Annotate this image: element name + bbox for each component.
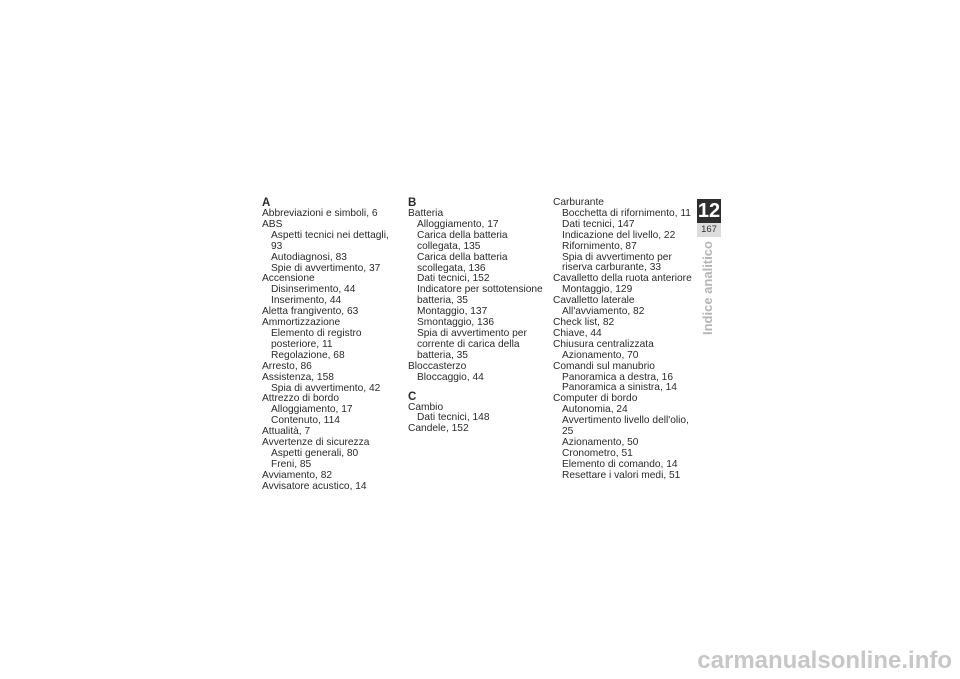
index-entry: Chiusura centralizzata xyxy=(553,338,654,350)
index-entry: ABS xyxy=(262,218,283,230)
index-subentry: Bloccaggio, 44 xyxy=(417,371,484,383)
index-entry: Computer di bordo xyxy=(553,393,638,405)
index-subentry: Contenuto, 114 xyxy=(271,415,340,427)
index-subentry: Carica della batteria scollegata, 136 xyxy=(417,251,508,274)
index-column-3 xyxy=(553,198,693,482)
index-subentry: Montaggio, 137 xyxy=(417,306,488,318)
index-subentry: Inserimento, 44 xyxy=(271,295,342,307)
index-entry: Attualità, 7 xyxy=(262,426,311,438)
index-subentry: Autonomia, 24 xyxy=(562,404,628,416)
index-entry: Cavalletto della ruota anteriore xyxy=(553,273,692,285)
index-subentry: Montaggio, 129 xyxy=(562,284,633,296)
index-column-1 xyxy=(262,198,402,493)
index-subentry: Dati tecnici, 152 xyxy=(417,273,490,285)
index-subentry: Azionamento, 70 xyxy=(562,349,639,361)
index-subentry: Bocchetta di rifornimento, 11 xyxy=(562,207,691,219)
index-subentry: Azionamento, 50 xyxy=(562,436,639,448)
index-entry: Chiave, 44 xyxy=(553,327,602,339)
index-subentry: Elemento di registro posteriore, 11 xyxy=(271,327,362,350)
index-subentry: Carica della batteria collegata, 135 xyxy=(417,229,508,252)
index-subentry: Autodiagnosi, 83 xyxy=(271,251,347,263)
index-entry: Abbreviazioni e simboli, 6 xyxy=(262,208,378,219)
index-subentry: Indicazione del livello, 22 xyxy=(562,229,676,241)
index-entry: Attrezzo di bordo xyxy=(262,393,340,405)
index-subentry: Spie di avvertimento, 37 xyxy=(271,262,381,274)
index-subentry: Spia di avvertimento per riserva carburante, 33 xyxy=(562,251,672,274)
page-number: 167 xyxy=(701,224,717,235)
index-column-2 xyxy=(408,198,548,435)
index-entry: Batteria xyxy=(408,208,444,219)
index-letter: C xyxy=(408,390,417,403)
index-subentry: Resettare i valori medi, 51 xyxy=(562,469,681,481)
index-subentry: Cronometro, 51 xyxy=(562,447,633,459)
index-subentry: Panoramica a sinistra, 14 xyxy=(562,382,677,394)
index-entry: Arresto, 86 xyxy=(262,360,312,372)
index-subentry: Smontaggio, 136 xyxy=(417,317,495,329)
index-subentry: Regolazione, 68 xyxy=(271,349,345,361)
watermark: carmanualsonline.info xyxy=(697,647,952,674)
index-entry: Check list, 82 xyxy=(553,316,615,328)
index-subentry: Freni, 85 xyxy=(271,458,312,470)
index-entry: Avvisatore acustico, 14 xyxy=(262,480,367,492)
index-subentry: Aspetti generali, 80 xyxy=(271,447,359,459)
index-subentry: Avvertimento livello dell'olio, 25 xyxy=(562,415,689,438)
index-entry: Avviamento, 82 xyxy=(262,469,333,481)
index-subentry: Aspetti tecnici nei dettagli, 93 xyxy=(271,229,389,252)
index-entry: Assistenza, 158 xyxy=(262,371,334,383)
index-subentry: Dati tecnici, 148 xyxy=(417,412,490,424)
index-entry: Cambio xyxy=(408,401,444,413)
index-subentry: Indicatore per sottotensione batteria, 35 xyxy=(417,284,543,307)
chapter-number: 12 xyxy=(697,200,721,222)
index-subentry: Disinserimento, 44 xyxy=(271,284,356,296)
index-entry: Carburante xyxy=(553,197,604,208)
index-subentry: Rifornimento, 87 xyxy=(562,240,637,252)
chapter-title: Indice analitico xyxy=(700,241,715,335)
index-subentry: Panoramica a destra, 16 xyxy=(562,371,673,383)
index-subentry: Spia di avvertimento, 42 xyxy=(271,382,381,394)
index-entry: Candele, 152 xyxy=(408,423,469,435)
index-subentry: Spia di avvertimento per corrente di carica della batteria, 35 xyxy=(417,327,527,361)
index-subentry: All'avviamento, 82 xyxy=(562,306,645,318)
index-subentry: Elemento di comando, 14 xyxy=(562,458,678,470)
index-entry: Accensione xyxy=(262,273,315,285)
index-entry: Comandi sul manubrio xyxy=(553,360,655,372)
index-subentry: Alloggiamento, 17 xyxy=(271,404,353,416)
index-entry: Bloccasterzo xyxy=(408,360,467,372)
index-entry: Aletta frangivento, 63 xyxy=(262,306,359,318)
index-subentry: Dati tecnici, 147 xyxy=(562,218,635,230)
index-entry: Ammortizzazione xyxy=(262,317,341,329)
index-letter: A xyxy=(262,197,271,209)
index-subentry: Alloggiamento, 17 xyxy=(417,218,499,230)
index-entry: Cavalletto laterale xyxy=(553,295,635,307)
index-letter: B xyxy=(408,197,417,209)
index-entry: Avvertenze di sicurezza xyxy=(262,437,370,449)
